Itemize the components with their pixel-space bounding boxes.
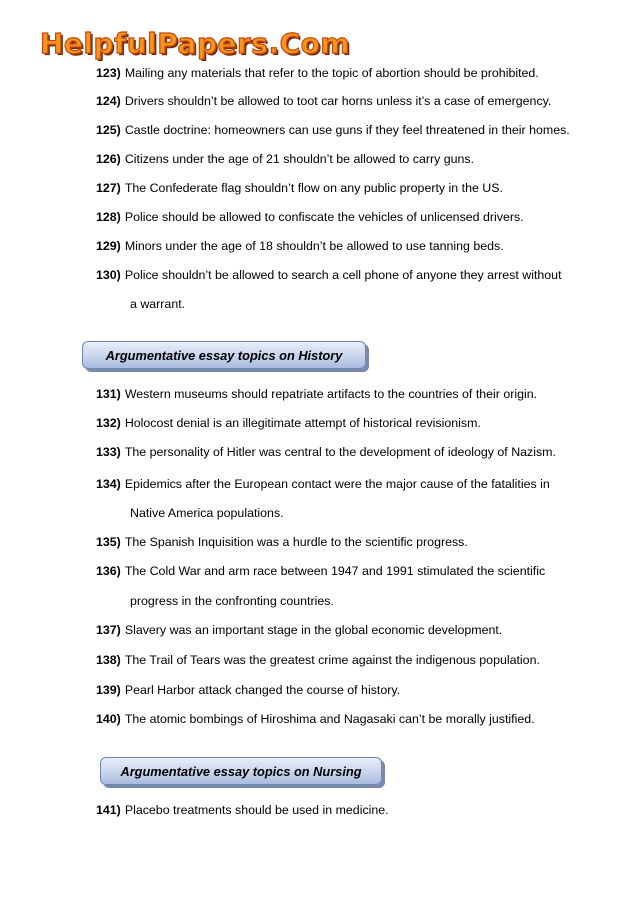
item-continuation: progress in the confronting countries. <box>130 594 334 608</box>
item-number: 128) <box>96 210 121 224</box>
item-text: Slavery was an important stage in the global economic development. <box>124 623 503 637</box>
item-number: 131) <box>96 387 121 401</box>
item-text: Placebo treatments should be used in medicine. <box>124 803 389 817</box>
site-logo: HelpfulPapers.Com <box>40 27 351 60</box>
item-text: The personality of Hitler was central to the development of ideology of Nazism. <box>124 445 556 459</box>
section-heading-history: Argumentative essay topics on History <box>82 341 366 369</box>
item-number: 134) <box>96 477 121 491</box>
item-number: 129) <box>96 239 121 253</box>
item-text: Western museums should repatriate artifacts to the countries of their origin. <box>124 387 538 401</box>
item-text: Citizens under the age of 21 shouldn’t be allowed to carry guns. <box>124 152 475 166</box>
item-text: The Confederate flag shouldn’t flow on any public property in the US. <box>124 181 503 195</box>
item-text: Police should be allowed to confiscate the vehicles of unlicensed drivers. <box>124 210 524 224</box>
item-text: Police shouldn’t be allowed to search a cell phone of anyone they arrest without <box>124 268 562 282</box>
section-heading-nursing: Argumentative essay topics on Nursing <box>100 757 382 785</box>
item-text: Pearl Harbor attack changed the course of history. <box>124 683 401 697</box>
list-item <box>96 268 596 283</box>
item-number: 135) <box>96 535 121 549</box>
list-item <box>96 152 596 167</box>
item-number: 124) <box>96 94 121 108</box>
item-text: The Cold War and arm race between 1947 and 1991 stimulated the scientific <box>124 564 546 578</box>
list-item <box>96 653 596 668</box>
item-number: 133) <box>96 445 121 459</box>
list-item <box>96 94 596 109</box>
list-item <box>96 803 596 818</box>
item-text: Holocost denial is an illegitimate attempt of historical revisionism. <box>124 416 481 430</box>
item-text: Minors under the age of 18 shouldn’t be allowed to use tanning beds. <box>124 239 504 253</box>
item-text: The Spanish Inquisition was a hurdle to the scientific progress. <box>124 535 468 549</box>
item-number: 130) <box>96 268 121 282</box>
item-text: The atomic bombings of Hiroshima and Nagasaki can’t be morally justified. <box>124 712 535 726</box>
list-item <box>96 683 596 698</box>
list-item <box>96 123 596 138</box>
list-item <box>96 66 596 81</box>
item-number: 136) <box>96 564 121 578</box>
item-text: The Trail of Tears was the greatest crime against the indigenous population. <box>124 653 540 667</box>
list-item <box>96 564 596 579</box>
list-item <box>96 445 596 460</box>
list-item <box>96 416 596 431</box>
list-item <box>96 535 596 550</box>
list-item <box>96 477 596 492</box>
item-continuation: Native America populations. <box>130 506 284 520</box>
item-number: 140) <box>96 712 121 726</box>
item-number: 139) <box>96 683 121 697</box>
item-number: 123) <box>96 66 121 80</box>
item-text: Epidemics after the European contact were the major cause of the fatalities in <box>124 477 550 491</box>
item-number: 137) <box>96 623 121 637</box>
item-text: Drivers shouldn’t be allowed to toot car horns unless it’s a case of emergency. <box>124 94 552 108</box>
list-item <box>96 387 596 402</box>
item-number: 125) <box>96 123 121 137</box>
item-text: Mailing any materials that refer to the topic of abortion should be prohibited. <box>124 66 539 80</box>
item-number: 138) <box>96 653 121 667</box>
item-text: Castle doctrine: homeowners can use guns if they feel threatened in their homes. <box>124 123 570 137</box>
list-item <box>96 181 596 196</box>
item-number: 126) <box>96 152 121 166</box>
item-continuation: a warrant. <box>130 297 186 311</box>
list-item <box>96 623 596 638</box>
item-number: 141) <box>96 803 121 817</box>
list-item <box>96 239 596 254</box>
item-number: 132) <box>96 416 121 430</box>
list-item <box>96 210 596 225</box>
item-number: 127) <box>96 181 121 195</box>
list-item <box>96 712 596 727</box>
